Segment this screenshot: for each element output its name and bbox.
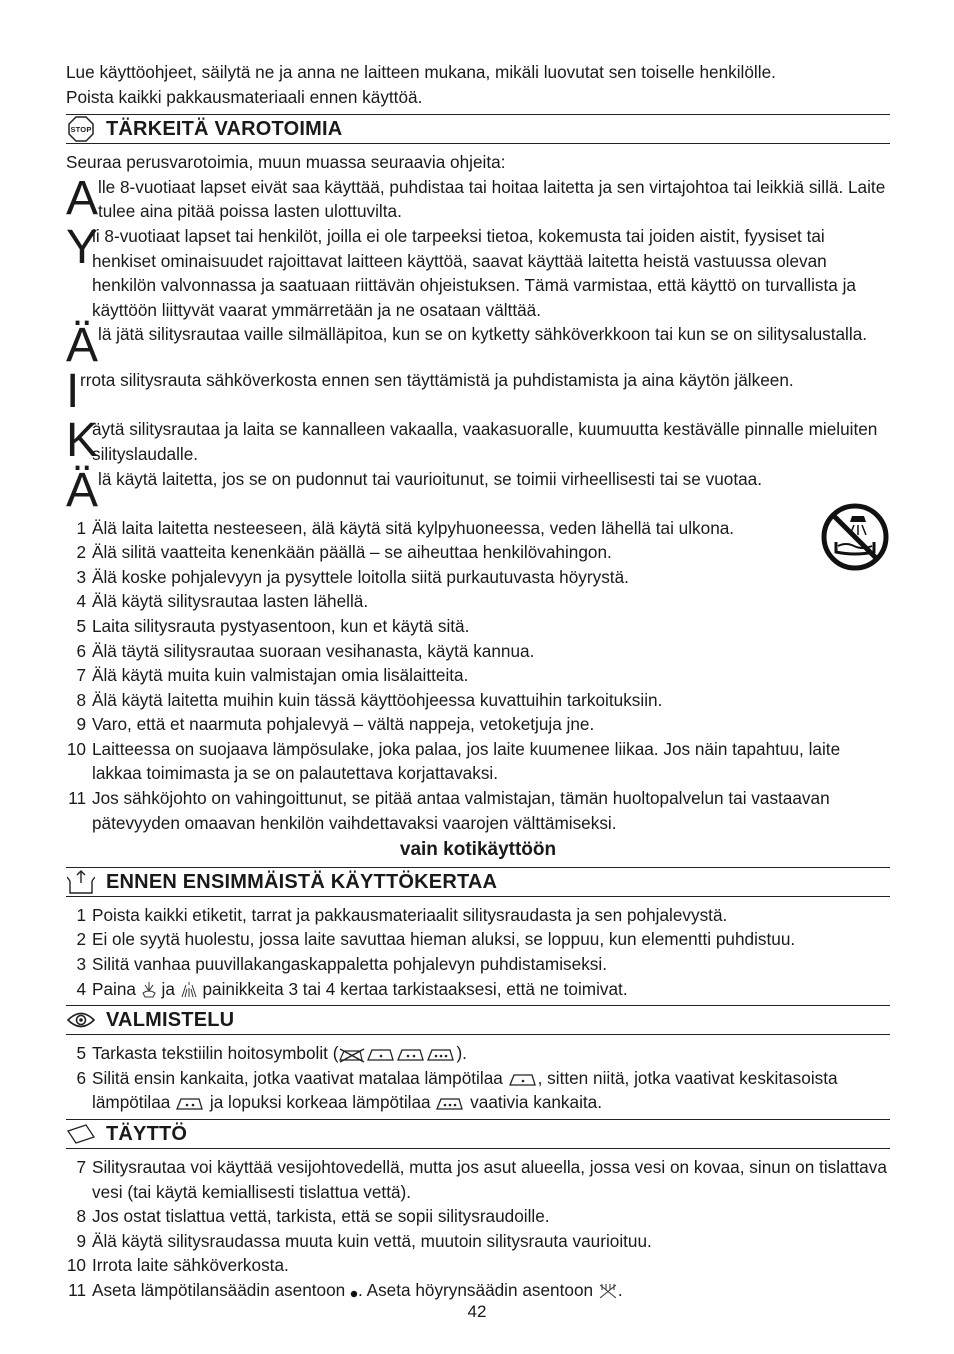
- drop-cap: Ä: [66, 319, 99, 373]
- list-item: [66, 712, 890, 737]
- item-text-part: vaativia kankaita.: [470, 1092, 603, 1113]
- item-text-part: Silitä ensin kankaita, jotka vaativat matalaa lämpötilaa: [92, 1067, 503, 1088]
- item-text: Älä käytä muita kuin valmistajan omia lisälaitteita.: [92, 665, 469, 686]
- item-text: Silitysrautaa voi käyttää vesijohtovedellä, mutta jos asut alueella, jossa vesi on kovaa, sinun on tislattava vesi (tai käytä kemiallisesti tislattua vettä).: [92, 1157, 887, 1202]
- item-text: Älä käytä silitysraudassa muuta kuin vettä, muutoin silitysrauta vaurioituu.: [92, 1230, 652, 1251]
- item-number: 5: [76, 1043, 86, 1064]
- iron-low-icon: [366, 1047, 396, 1063]
- item-text-part: Tarkasta tekstiilin hoitosymbolit (: [92, 1043, 339, 1064]
- item-number: 6: [76, 1067, 86, 1088]
- list-item: [66, 688, 890, 713]
- list-item: [66, 1278, 890, 1303]
- manual-page: [66, 60, 890, 1303]
- item-number: 3: [76, 566, 86, 587]
- paragraph-text: lä jätä silitysrautaa vaille silmälläpitoa, kun se on kytketty sähköverkkoon tai kun se on silitysalustalla.: [98, 324, 868, 345]
- item-text-part: . Aseta höyrynsäädin asentoon: [358, 1279, 594, 1300]
- list-item: [66, 1204, 890, 1229]
- list-item: [66, 565, 890, 590]
- paragraph-text: li 8-vuotiaat lapset tai henkilöt, joilla ei ole tarpeeksi tietoa, kokemusta tai joiden aistit, fyysiset tai henkiset ominaisuudet rajoittavat laitteen käyttöä, saavat käyttää laitetta heistä vastuussa olevan henkilön valvonnassa ja saatuaan riittävän ohjeistuksen. Tämä varmistaa, että käyttö on turvallista ja käyttöön liittyvät vaarat ymmärretään ja ne osataan välttää.: [92, 225, 856, 320]
- intro-line-1: Lue käyttöohjeet, säilytä ne ja anna ne laitteen mukana, mikäli luovutat sen toiselle henkilölle.: [66, 62, 776, 82]
- first-use-list: [66, 903, 890, 1001]
- stop-sign-icon: [66, 116, 96, 142]
- steam-off-icon: [598, 1282, 618, 1300]
- list-item: [66, 927, 890, 952]
- drop-cap: I: [66, 365, 80, 419]
- item-number: 7: [76, 1157, 86, 1177]
- iron-high-icon: [435, 1096, 465, 1112]
- household-use-note: vain kotikäyttöön: [399, 839, 557, 861]
- paragraph-text: lä käytä laitetta, jos se on pudonnut tai vaurioitunut, se toimii virheellisesti tai se vuotaa.: [98, 468, 762, 489]
- safety-list: [66, 516, 890, 836]
- list-item: [66, 540, 890, 565]
- item-number: 1: [76, 904, 86, 925]
- item-text: Älä silitä vaatteita kenenkään päällä – se aiheuttaa henkilövahingon.: [92, 542, 612, 563]
- item-text: Älä laita laitetta nesteeseen, älä käytä sitä kylpyhuoneessa, veden lähellä tai ulkona.: [92, 517, 735, 538]
- list-item: [66, 1229, 890, 1254]
- list-item: [66, 903, 890, 928]
- drop-cap: Y: [66, 220, 99, 274]
- item-number: 8: [76, 689, 86, 710]
- steam-burst-icon: [141, 981, 157, 999]
- safety-heading: [66, 114, 890, 144]
- list-item: [66, 1253, 890, 1278]
- safety-paragraph: [66, 414, 890, 468]
- list-item: [66, 786, 890, 835]
- list-item: [66, 952, 890, 977]
- item-text: Laita silitysrauta pystyasentoon, kun et käytä sitä.: [92, 615, 470, 636]
- drop-cap: Ä: [66, 463, 99, 517]
- item-text: [92, 1066, 890, 1115]
- item-text: Jos ostat tislattua vettä, tarkista, että se sopii silitysraudoille.: [92, 1206, 550, 1227]
- item-number: 7: [76, 665, 86, 686]
- item-text: Älä koske pohjalevyyn ja pysyttele loitolla siitä purkautuvasta höyrystä.: [92, 566, 629, 587]
- item-number: 6: [76, 640, 86, 661]
- item-number: 11: [68, 1279, 86, 1300]
- page-number: 42: [467, 1302, 487, 1321]
- prep-list: [66, 1041, 890, 1115]
- item-text-part: ).: [456, 1043, 467, 1064]
- safety-paragraph: [66, 365, 890, 419]
- list-item: [66, 1041, 890, 1066]
- intro-line-2: Poista kaikki pakkausmateriaali ennen käyttöä.: [66, 86, 423, 107]
- item-text: Silitä vanhaa puuvillakangaskappaletta pohjalevyn puhdistamiseksi.: [92, 954, 607, 975]
- item-text-part: ja lopuksi korkeaa lämpötilaa: [209, 1092, 431, 1113]
- list-item: [66, 737, 890, 786]
- list-item: [66, 1066, 890, 1115]
- drop-cap: K: [66, 414, 99, 468]
- paragraph-text: rrota silitysrauta sähköverkosta ennen sen täyttämistä ja puhdistamista ja aina käytön jälkeen.: [80, 370, 794, 391]
- no-iron-icon: [338, 1047, 366, 1063]
- filling-title: TÄYTTÖ: [106, 1122, 188, 1145]
- item-number: 10: [66, 1255, 86, 1276]
- item-text-part: Aseta lämpötilansäädin asentoon: [92, 1279, 346, 1300]
- item-text: Älä täytä silitysrautaa suoraan vesihanasta, käytä kannua.: [92, 640, 535, 661]
- water-tank-icon: [66, 1121, 96, 1147]
- item-text: [92, 1041, 890, 1066]
- eye-icon: [66, 1007, 96, 1033]
- item-text: Varo, että et naarmuta pohjalevyä – vältä nappeja, vetoketjuja jne.: [92, 714, 595, 735]
- item-text-part: ja: [161, 978, 175, 999]
- item-number: 9: [76, 714, 86, 735]
- first-use-title: ENNEN ENSIMMÄISTÄ KÄYTTÖKERTAA: [106, 870, 498, 893]
- item-number: 8: [76, 1206, 86, 1227]
- item-text: [92, 1278, 890, 1303]
- iron-low-icon: [508, 1072, 538, 1088]
- iron-medium-icon: [175, 1096, 205, 1112]
- list-item: [66, 1155, 890, 1204]
- item-number: 2: [76, 542, 86, 563]
- paragraph-text: lle 8-vuotiaat lapset eivät saa käyttää, puhdistaa tai hoitaa laitetta ja sen virtajohtoa tai leikkiä sillä. Laite tulee aina pitää poissa lasten ulottuvilta.: [98, 176, 886, 222]
- svg-text:STOP: STOP: [70, 125, 92, 135]
- first-use-heading: [66, 867, 890, 897]
- prep-title: VALMISTELU: [106, 1008, 235, 1031]
- item-number: 9: [76, 1230, 86, 1251]
- safety-paragraph: [66, 319, 890, 373]
- drop-cap: A: [66, 171, 99, 225]
- unpack-box-icon: [66, 869, 96, 895]
- list-item: [66, 516, 890, 541]
- item-text: Älä käytä laitetta muihin kuin tässä käyttöohjeessa kuvattuihin tarkoituksiin.: [92, 689, 663, 710]
- item-text-part: Paina: [92, 978, 136, 999]
- safety-title: TÄRKEITÄ VAROTOIMIA: [106, 117, 343, 140]
- item-text: [92, 977, 890, 1002]
- item-text-part: painikkeita 3 tai 4 kertaa tarkistaaksesi, että ne toimivat.: [202, 978, 628, 999]
- safety-paragraph: [66, 171, 890, 225]
- iron-high-icon: [426, 1047, 456, 1063]
- item-text: Ei ole syytä huolestu, jossa laite savuttaa hieman aluksi, se loppuu, kun elementti puhdistuu.: [92, 929, 796, 950]
- iron-medium-icon: [396, 1047, 426, 1063]
- item-number: 10: [66, 738, 86, 759]
- item-text: Älä käytä silitysrautaa lasten lähellä.: [92, 591, 369, 612]
- list-item: [66, 977, 890, 1002]
- list-item: [66, 589, 890, 614]
- safety-paragraph: [66, 463, 890, 517]
- paragraph-text: äytä silitysrautaa ja laita se kannalleen vakaalla, vaakasuoralle, kuumuutta kestävälle pinnalle mieluiten silityslaudalle.: [92, 419, 878, 464]
- safety-lead: Seuraa perusvarotoimia, muun muassa seuraavia ohjeita:: [66, 152, 506, 173]
- item-text: Poista kaikki etiketit, tarrat ja pakkausmateriaalit silitysraudasta ja sen pohjalevystä.: [92, 904, 728, 925]
- filling-heading: [66, 1119, 890, 1149]
- item-number: 11: [68, 788, 86, 809]
- item-number: 3: [76, 954, 86, 975]
- item-text: Irrota laite sähköverkosta.: [92, 1255, 289, 1276]
- item-number: 1: [76, 517, 86, 538]
- item-number: 4: [76, 978, 86, 999]
- item-number: 2: [76, 929, 86, 950]
- no-bath-shower-icon: [820, 502, 890, 572]
- item-number: 5: [76, 615, 86, 636]
- list-item: [66, 639, 890, 664]
- list-item: [66, 614, 890, 639]
- list-item: [66, 663, 890, 688]
- spray-icon: [180, 981, 198, 999]
- item-text-part: .: [617, 1279, 623, 1300]
- safety-paragraph: [66, 220, 890, 322]
- filling-list: [66, 1155, 890, 1303]
- item-text: Laitteessa on suojaava lämpösulake, joka palaa, jos laite kuumenee liikaa. Jos näin tapahtuu, laite lakkaa toimimasta ja se on palautettava korjattavaksi.: [92, 738, 841, 784]
- item-text-part: , sitten niitä, jotka vaativat keskitasoista lämpötilaa: [92, 1067, 838, 1113]
- dot-setting-icon: [350, 1286, 358, 1300]
- item-text: Jos sähköjohto on vahingoittunut, se pitää antaa valmistajan, tämän huoltopalvelun tai vastaavan pätevyyden omaavan henkilön vaihdettavaksi vaarojen välttämiseksi.: [92, 788, 830, 833]
- prep-heading: [66, 1005, 890, 1035]
- item-number: 4: [76, 591, 86, 612]
